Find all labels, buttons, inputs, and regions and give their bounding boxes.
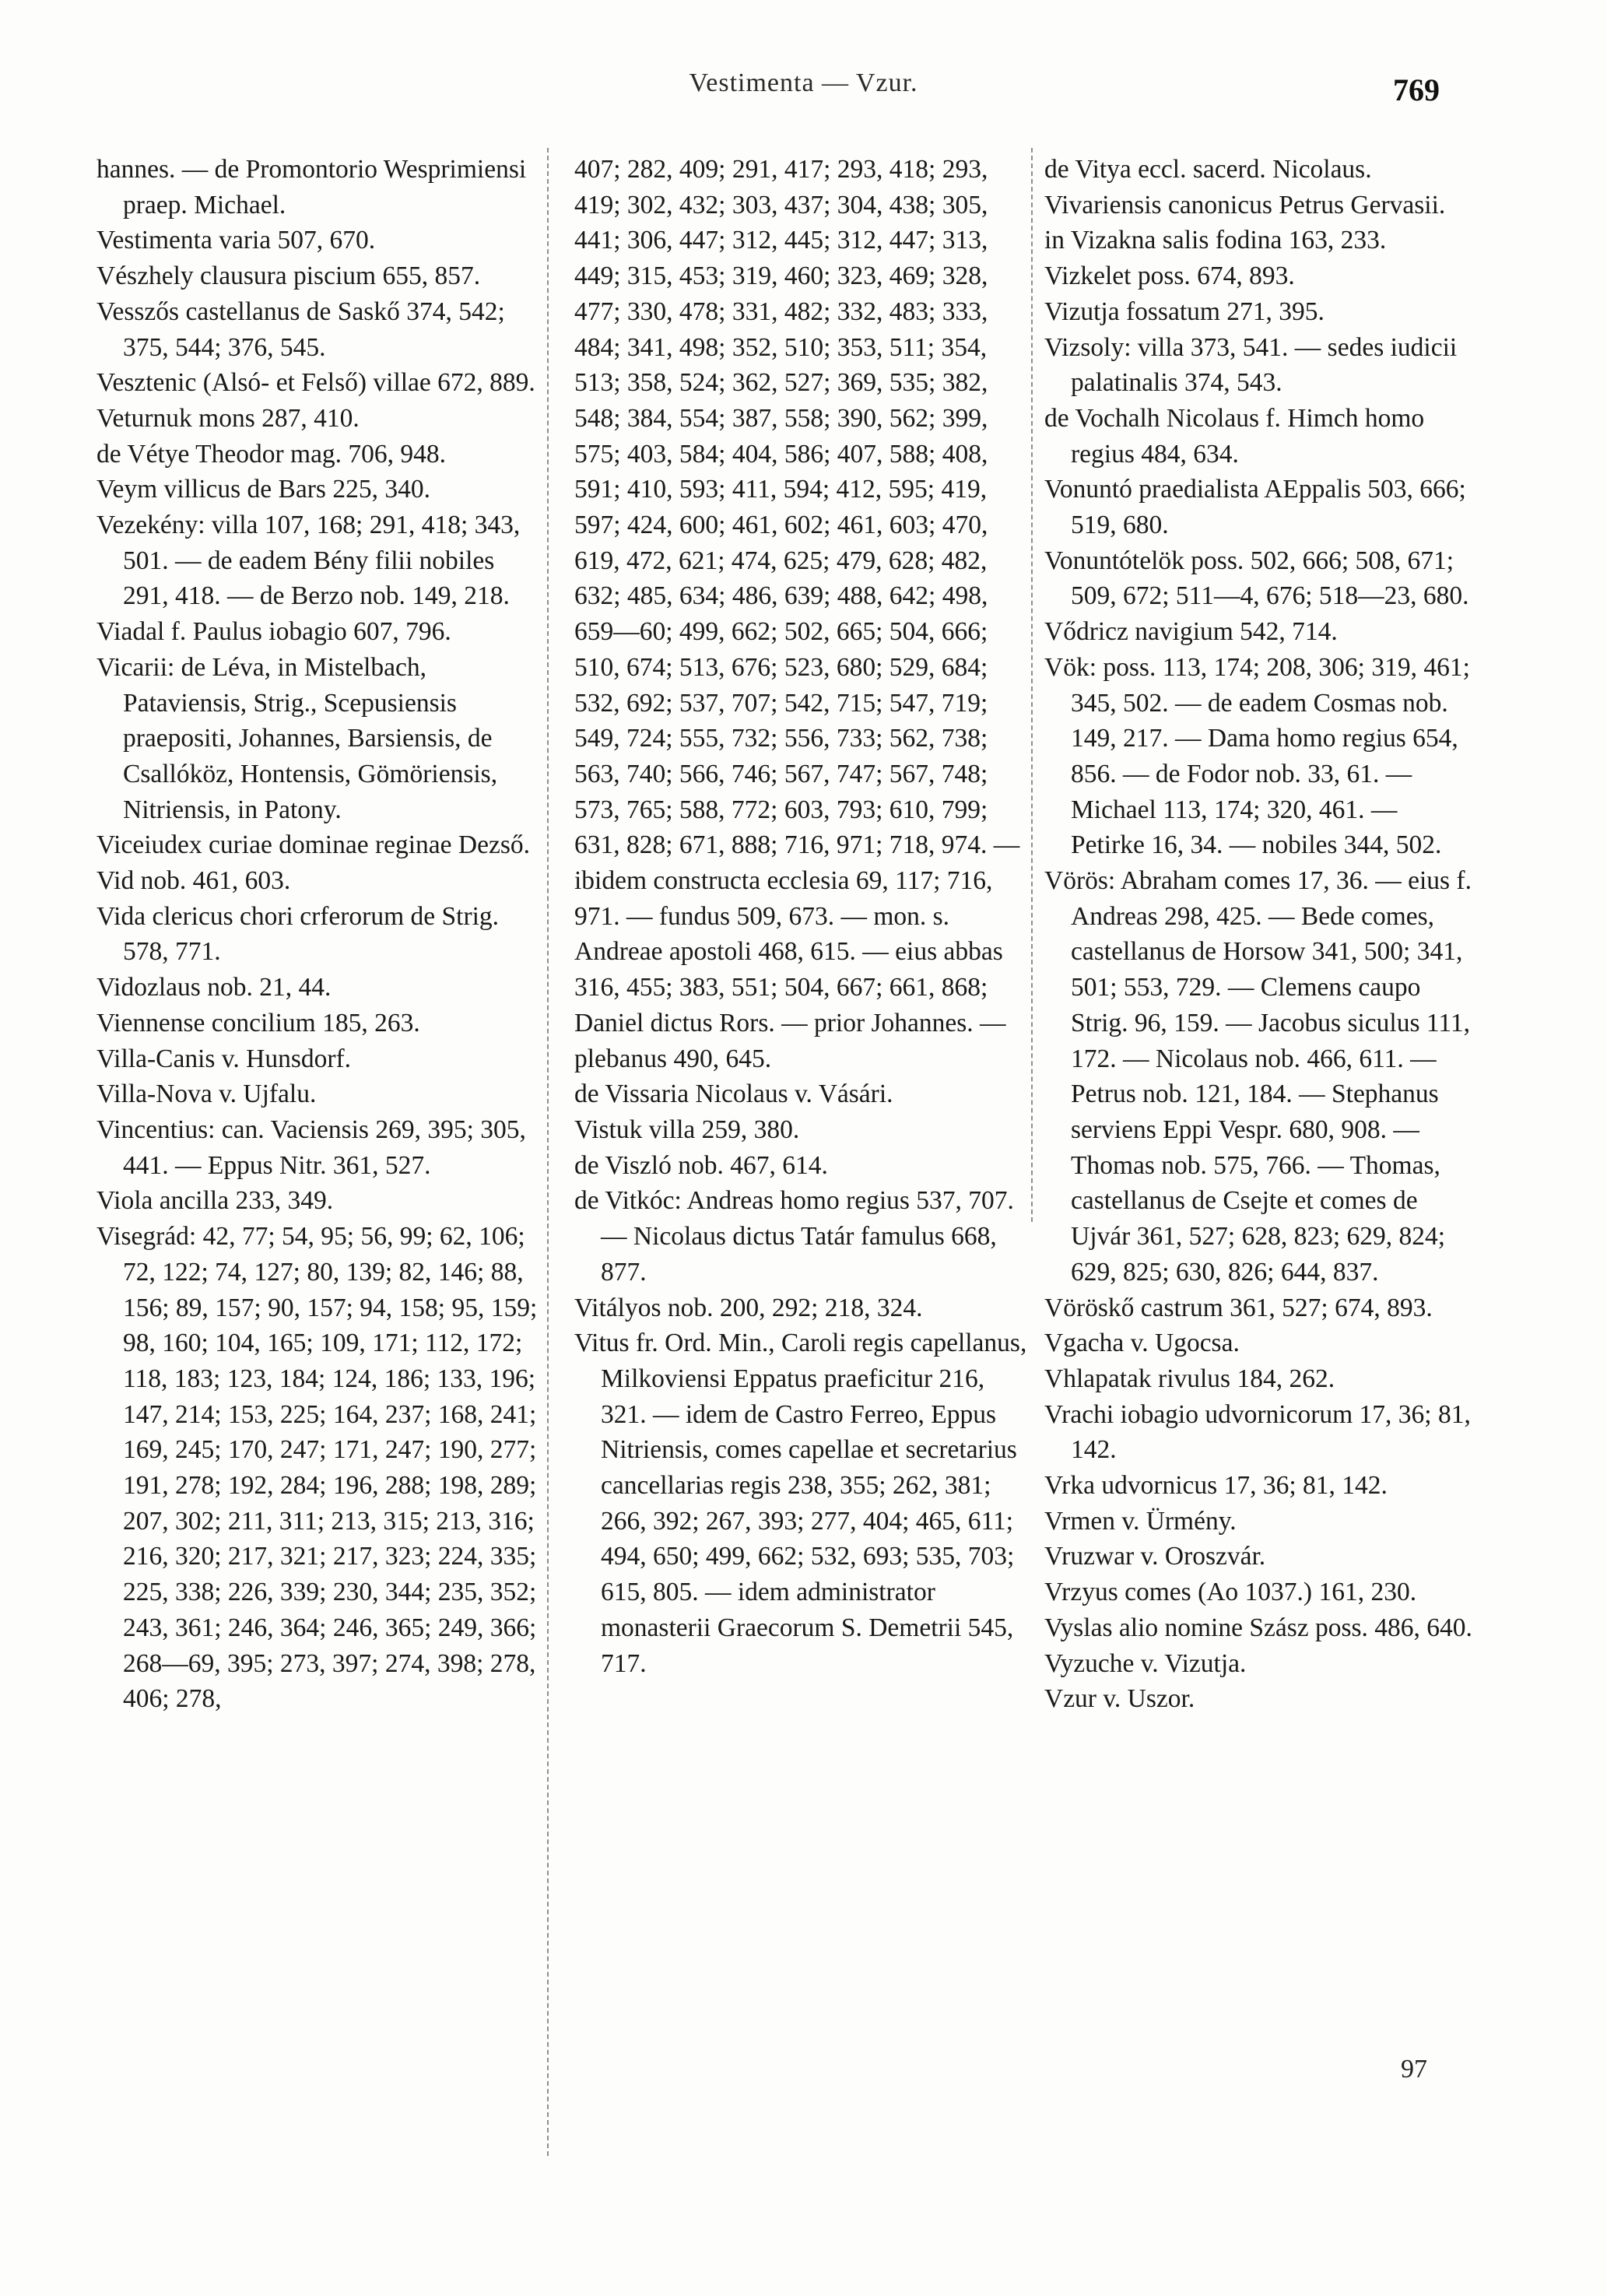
index-entry: Vrmen v. Ürmény. [1044,1506,1237,1536]
index-entry: Vődricz navigium 542, 714. [1044,617,1338,647]
index-entry: Vhlapatak rivulus 184, 262. [1044,1364,1335,1393]
index-entry: Vizutja fossatum 271, 395. [1044,297,1325,326]
index-entry: de Viszló nob. 467, 614. [574,1150,828,1180]
page-number: 769 [1393,72,1440,107]
index-entry: Viola ancilla 233, 349. [96,1186,334,1216]
index-entry: Vészhely clausura piscium 655, 857. [96,262,481,291]
index-entry: Vizkelet poss. 674, 893. [1044,262,1295,291]
index-entry: Vidozlaus nob. 21, 44. [96,973,332,1002]
index-entry: Vesztenic (Alsó- et Felső) villae 672, 889. [96,368,535,398]
index-entry: Vesszős castellanus de Saskő 374, 542; 375, 544; 376, 545. [96,297,505,362]
index-entry: Vruzwar v. Oroszvár. [1044,1542,1266,1571]
index-entry: Vezekény: villa 107, 168; 291, 418; 343, 501. — de eadem Bény filii nobiles 291, 418. — de Berzo nob. 149, 218. [96,511,521,611]
index-entry: Veturnuk mons 287, 410. [96,403,360,433]
index-entry: Vincentius: can. Vaciensis 269, 395; 305, 441. — Eppus Nitr. 361, 527. [96,1115,526,1180]
index-column-2 [574,152,1027,1681]
index-entry: in Vizakna salis fodina 163, 233. [1044,226,1387,255]
signature-mark: 97 [1401,2055,1427,2084]
index-entry: Vgacha v. Ugocsa. [1044,1329,1240,1358]
index-entry: Vrzyus comes (Ao 1037.) 161, 230. [1044,1578,1417,1607]
index-entry-continuation: 407; 282, 409; 291, 417; 293, 418; 293, 419; 302, 432; 303, 437; 304, 438; 305, 441; 306, 447; 312, 445; 312, 447; 313, 449; 315, 453; 319, 460; 323, 469; 328, 477; 330, 478; 331, 482; 332, 483; 333, 484; 341, 498; 352, 510; 353, 511; 354, 513; 358, 524; 362, 527; 369, 535; 382, 548; 384, 554; 387, 558; 390, 562; 399, 575; 403, 584; 404, 586; 407, 588; 408, 591; 410, 593; 411, 594; 412, 595; 419, 597; 424, 600; 461, 602; 461, 603; 470, 619, 472, 621; 474, 625; 479, 628; 482, 632; 485, 634; 486, 639; 488, 642; 498, 659—60; 499, 662; 502, 665; 504, 666; 510, 674; 513, 676; 523, 680; 529, 684; 532, 692; 537, 707; 542, 715; 547, 719; 549, 724; 555, 732; 556, 733; 562, 738; 563, 740; 566, 746; 567, 747; 567, 748; 573, 765; 588, 772; 603, 793; 610, 799; 631, 828; 671, 888; 716, 971; 718, 974. — ibidem constructa ecclesia 69, 117; 716, 971. — fundus 509, 673. — mon. s. Andreae apostoli 468, 615. — eius abbas 316, 455; 383, 551; 504, 667; 661, 868; Daniel dictus Rors. — prior Johannes. — plebanus 490, 645. [574,155,1020,1073]
index-entry: Vicarii: de Léva, in Mistelbach, Pataviensis, Strig., Scepusiensis praepositi, Johannes, Barsiensis, de Csallóköz, Hontensis, Gömöriensis, Nitriensis, in Patony. [96,652,498,824]
index-entry: Vida clericus chori crferorum de Strig. 578, 771. [96,901,500,967]
index-column-1 [96,152,539,1717]
column-divider-2 [1031,148,1033,1222]
index-entry: Veym villicus de Bars 225, 340. [96,475,430,504]
index-entry: Vonuntótelök poss. 502, 666; 508, 671; 509, 672; 511—4, 676; 518—23, 680. [1044,546,1469,611]
index-entry: Vyzuche v. Vizutja. [1044,1648,1247,1678]
index-entry: Visegrád: 42, 77; 54, 95; 56, 99; 62, 106; 72, 122; 74, 127; 80, 139; 82, 146; 88, 156; 89, 157; 90, 157; 94, 158; 95, 159; 98, 160; 104, 165; 109, 171; 112, 172; 118, 183; 123, 184; 124, 186; 133, 196; 147, 214; 153, 225; 164, 237; 168, 241; 169, 245; 170, 247; 171, 247; 190, 277; 191, 278; 192, 284; 196, 288; 198, 289; 207, 302; 211, 311; 213, 315; 213, 316; 216, 320; 217, 321; 217, 323; 224, 335; 225, 338; 226, 339; 230, 344; 235, 352; 243, 361; 246, 364; 246, 365; 249, 366; 268—69, 395; 273, 397; 274, 398; 278, 406; 278, [96,1222,538,1714]
index-entry: Vzur v. Uszor. [1044,1684,1195,1714]
index-entry: Vitus fr. Ord. Min., Caroli regis capellanus, Milkoviensi Eppatus praeficitur 216, 321. — idem de Castro Ferreo, Eppus Nitriensis, comes capellae et secretarius cancellarias regis 238, 355; 262, 381; 266, 392; 267, 393; 277, 404; 465, 611; 494, 650; 499, 662; 532, 693; 535, 703; 615, 805. — idem administrator monasterii Graecorum S. Demetrii 545, 717. [574,1329,1027,1678]
index-column-3 [1044,152,1476,1717]
index-entry: de Vétye Theodor mag. 706, 948. [96,439,447,469]
index-entry: Vitályos nob. 200, 292; 218, 324. [574,1293,923,1322]
index-entry: Vörös: Abraham comes 17, 36. — eius f. Andreas 298, 425. — Bede comes, castellanus de Horsow 341, 500; 341, 501; 553, 729. — Clemens caupo Strig. 96, 159. — Jacobus siculus 111, 172. — Nicolaus nob. 466, 611. — Petrus nob. 121, 184. — Stephanus serviens Eppi Vespr. 680, 908. — Thomas nob. 575, 766. — Thomas, castellanus de Csejte et comes de Ujvár 361, 527; 628, 823; 629, 824; 629, 825; 630, 826; 644, 837. [1044,866,1472,1287]
index-entry: Viceiudex curiae dominae reginae Dezső. [96,830,530,860]
index-entry: Villa-Canis v. Hunsdorf. [96,1044,352,1073]
index-entry: Vrka udvornicus 17, 36; 81, 142. [1044,1471,1388,1501]
index-entry: de Vissaria Nicolaus v. Vásári. [574,1080,893,1109]
index-entry: Viennense concilium 185, 263. [96,1008,420,1037]
index-entry: Vizsoly: villa 373, 541. — sedes iudicii palatinalis 374, 543. [1044,332,1458,398]
index-entry: de Vitya eccl. sacerd. Nicolaus. [1044,155,1372,184]
running-header: Vestimenta — Vzur. [689,68,918,97]
index-entry: Viadal f. Paulus iobagio 607, 796. [96,617,451,647]
index-entry: Vöröskő castrum 361, 527; 674, 893. [1044,1293,1433,1322]
index-entry: Vonuntó praedialista AEppalis 503, 666; 519, 680. [1044,475,1466,540]
index-entry: Vök: poss. 113, 174; 208, 306; 319, 461; 345, 502. — de eadem Cosmas nob. 149, 217. — Dama homo regius 654, 856. — de Fodor nob. 33, 61. — Michael 113, 174; 320, 461. — Petirke 16, 34. — nobiles 344, 502. [1044,652,1470,860]
index-entry: Vrachi iobagio udvornicorum 17, 36; 81, 142. [1044,1399,1471,1465]
index-entry: Vivariensis canonicus Petrus Gervasii. [1044,190,1446,219]
index-entry: de Vitkóc: Andreas homo regius 537, 707. — Nicolaus dictus Tatár famulus 668, 877. [574,1186,1014,1287]
index-entry: Vyslas alio nomine Szász poss. 486, 640. [1044,1613,1472,1642]
index-entry: Vestimenta varia 507, 670. [96,226,376,255]
index-entry: Vistuk villa 259, 380. [574,1115,800,1144]
index-entry: Villa-Nova v. Ujfalu. [96,1080,317,1109]
index-entry: de Vochalh Nicolaus f. Himch homo regius 484, 634. [1044,403,1425,469]
column-divider-1 [547,148,549,2156]
index-entry: Vid nob. 461, 603. [96,866,291,896]
index-entry: hannes. — de Promontorio Wesprimiensi praep. Michael. [96,155,527,219]
